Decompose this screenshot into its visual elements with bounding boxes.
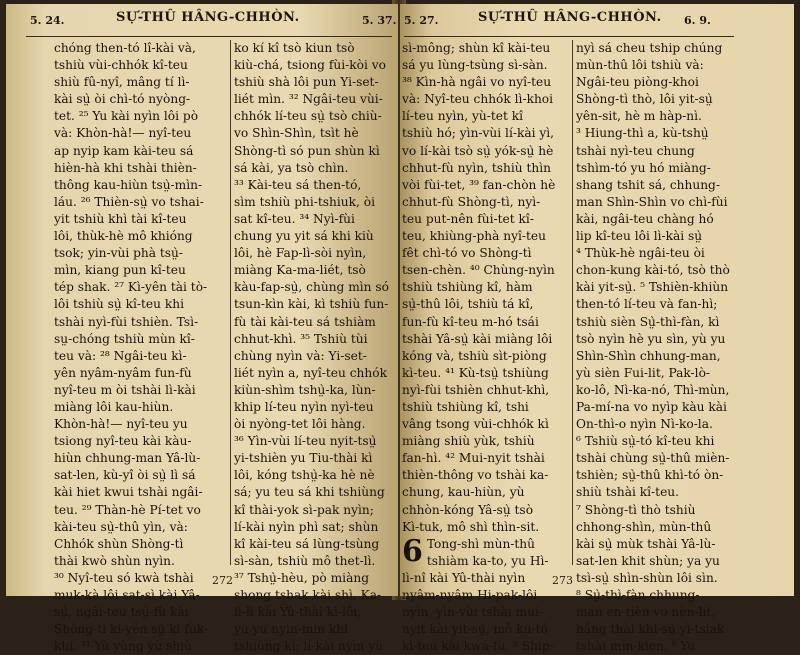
text-line: nyit kài yit-sṳ̀, mô kù-tó [402,622,548,637]
text-line: Shòng-tì só pun shùn kì [234,143,380,158]
text-line: Chhók shùn Shòng-tì [54,536,184,551]
text-line: tsò nyìn hè yu sìn, yù yu [576,331,726,346]
text-line: Pa-mí-na vo nyìp kàu kài [576,399,727,414]
text-line: chhut-khì. ³⁵ Tshiù tùi [234,331,368,346]
text-line: vo lí-kài tsò sṳ̀ yók-sṳ̀ hè [402,143,554,158]
text-line: ³⁷ Tshṳ̀-hèu, pò miàng [234,570,370,585]
text-line: man Shìn-Shìn vo chì-fùi [576,194,728,209]
text-line: ³⁰ Nyî-teu só kwà tshài [54,570,194,585]
text-line: tép shak. ²⁷ Kì-yên tài tò- [54,280,208,295]
text-line: ko-lô, Nì-ka-nó, Thì-mùn, [576,382,730,397]
text-line: miàng shiù yùk, tshiù [402,434,535,449]
text-line: vâng tsong vùi-chhók kì [402,417,549,432]
text-line: sat-len khit shùn; ya yu [576,553,720,568]
text-line: nyî-teu m òi tshài lì-kài [54,382,196,397]
text-line: kiù-chá, tsiong fùi-kòi vo [234,58,386,73]
text-line: shiù fû-nyî, mâng tí lì- [54,75,190,90]
text-line: khí. ³¹ Yù yùng yù shiù [54,639,192,654]
text-line: teu put-nên fùi-tet kî- [402,211,534,226]
text-line: tshiù hó; yìn-vùi lí-kài yì, [402,126,555,141]
text-line: sat-len, kù-yî òi sṳ̀ lì sá [54,468,196,483]
text-line: ³ Hiung-thì a, kù-tshṳ̀ [576,126,709,141]
text-line: kài sṳ̀ mùk tshài Yâ-lù- [576,536,716,551]
text-line: Shòng-tì thò, lôi yit-sṳ̀ [576,92,713,107]
text-line: tshiùng kî; lí-kài nyìn yù [234,639,383,654]
text-line: man en-tièn vo nèn-lit, [576,605,716,620]
left-chapter-ref-end: 5. 37. [362,14,397,27]
right-column-2 [576,40,738,655]
right-chapter-ref-end: 6. 9. [684,14,711,27]
text-line: ³⁶ Yìn-vùi lí-teu nyit-tsṳ̀ [234,434,377,449]
text-line: thài kwò shùn nyìn. [54,553,175,568]
text-line: chhók lí-teu sṳ̀ tsò chiù- [234,109,382,124]
text-line: thông kau-hiùn tsṳ̀-mìn- [54,177,203,192]
text-line: tshìm-tó yu hó miàng- [576,160,711,175]
text-line: chon-kung kài-tó, tsò thò [576,263,730,278]
right-chapter-ref-start: 5. 27. [404,14,439,27]
text-line: kàu-fap-sṳ̀, chùng mìn só [234,280,389,295]
text-line: tshièn; sṳ̀-thû khì-tó òn- [576,468,724,483]
text-line: fêt chì-tó vo Shòng-tì [402,246,532,261]
text-line: lip kî-teu lôi lì-kài sṳ̀ [576,229,703,244]
text-line: Ngâi-teu piòng-khoi [576,75,699,90]
text-line: lì-lì kài Yû-thài kì-lôi, [234,605,362,620]
text-line: Khòn-hà!— nyî-teu yu [54,417,188,432]
text-line: tshài nyì-teu chung [576,143,695,158]
left-chapter-ref-start: 5. 24. [30,14,65,27]
text-line: ap nyip kam kài-teu sá [54,143,194,158]
text-line: fù tài kài-teu sá tshiàm [234,314,376,329]
text-line: Kì-tuk, mô shì thìn-sit. [402,519,540,534]
text-line: chung, kau-hiùn, yù [402,485,525,500]
text-line: tshài mìn-kien. ⁹ Yu [576,639,696,654]
text-line: Shìn-Shìn chhung-man, [576,348,721,363]
text-line: thièn-thông vo tshài ka- [402,468,549,483]
left-page-header [6,10,398,32]
text-line: muk-kà lôi sat-sì kài Yâ- [54,588,200,602]
text-line: chùng nyìn và: Yi-set- [234,348,367,363]
text-line: mìn, kiang pun kî-teu [54,263,186,278]
text-line: tsok; yin-vùi phà tsṳ̀- [54,246,184,261]
text-line: vo Shìn-Shìn, tsìt hè [234,126,359,141]
text-line: yên nyâm-nyâm fun-fù [54,365,192,380]
left-running-title: SỰ-THÛ HÂNG-CHHÒN. [116,10,300,25]
text-line: sṳ̀, ngâi-teu tsṳ̀-fù kài [54,605,189,620]
text-line: tshài chùng sṳ̀-thû mièn- [576,451,730,466]
text-line: sṳ-chóng tshiù mùn kî- [54,331,195,346]
text-line: sṳ̀-thû lôi, tshiù tá kî, [402,297,534,312]
text-line: miàng Ka-ma-liét, tsò [234,263,366,278]
text-line: ko kí kî tsò kiun tsò [234,41,355,55]
text-line: hiùn chhung-man Yâ-lù- [54,451,201,466]
text-line: sì-mông; shùn kî kài-teu [402,41,551,55]
text-line: vòi fùi-tet, ³⁹ fan-chòn hè [402,177,556,192]
text-line: tet. ²⁵ Yu kài nyìn lôi pò [54,109,199,124]
left-page [6,4,398,654]
text-line: láu. ²⁶ Thièn-sṳ̀ vo tshai- [54,194,204,209]
text-line: hièn-hà khi tshài thièn- [54,160,197,175]
text-line: tshài nyì-fùi tshièn. Tsì- [54,314,199,329]
text-line: lí-teu nyìn, yù-tet kî [402,109,523,124]
text-line: chóng then-tó lî-kài và, [54,41,196,55]
text-line: tshiàm ka-to, yu Hì- [426,553,549,568]
text-line: tshiù sièn Sṳ̀-thì-fàn, kì [576,314,720,329]
left-page-number: 272 [212,574,233,587]
left-header-rule [26,36,392,37]
text-line: yù sièn Fui-lit, Pak-lò- [576,365,711,380]
text-line: Shòng-tì kì-yên sṳ̀ kí fùk- [54,622,208,637]
right-column-divider [572,40,573,565]
left-column-divider [230,40,231,565]
text-line: lì-nî kài Yû-thài nyìn [402,570,526,585]
text-line: kî thài-yok sì-pak nyìn; [234,502,374,517]
text-line: tshiù vùi-chhók kî-teu [54,58,188,73]
text-line: kài sṳ̀ òi chì-tó nyòng- [54,92,191,107]
text-line: mùn-thû lôi tshiù và: [576,58,704,73]
text-line: lôi tshiù sṳ̀ kî-teu khi [54,297,184,312]
text-line: òi nyòng-tet lôi hàng. [234,417,366,432]
left-column-2 [234,40,392,655]
text-line: ³³ Kài-teu sá then-tó, [234,177,362,192]
text-line: tshiù tshiùng kî, hàm [402,280,533,295]
right-page [400,4,794,654]
text-line: fun-fù kî-teu m-hó tsái [402,314,539,329]
left-column-1 [54,40,226,655]
text-line: tsen-chèn. ⁴⁰ Chùng-nyìn [402,263,555,278]
text-line: kî kài-teu sá lùng-tsùng [234,536,380,551]
chapter-6-opening [402,533,568,587]
text-line: shang tshit sá, chhung- [576,177,720,192]
chapter-dropcap: 6 [402,533,423,569]
right-page-number: 273 [552,574,573,587]
text-line: tshiù tshiùng kî, tshi [402,399,529,414]
text-line: then-tó lí-teu và fan-hì; [576,297,718,312]
text-line: tsiong nyî-teu kài kàu- [54,434,192,449]
text-line: nyì-fùi tshièn chhut-khì, [402,382,550,397]
text-line: sá kài, ya tsò chìn. [234,160,349,175]
text-line: sì-sàn, tshiù mô thet-lì. [234,553,376,568]
text-line: lí-kài nyìn phì sat; shùn [234,519,379,534]
text-line: Tong-shì mùn-thû [426,536,536,551]
text-line: chhong-shìn, mùn-thû [576,519,712,534]
text-line: kóng và, tshiù sìt-piòng [402,348,547,363]
text-line: tsun-kìn kài, kì tshiù fun- [234,297,389,312]
text-line: sat kî-teu. ³⁴ Nyì-fùi [234,211,355,226]
text-line: liét nyìn a, nyî-teu chhók [234,365,387,380]
text-line: kì-teu kài kwá-fù. ² Ship- [402,639,554,654]
text-line: kì-teu. ⁴¹ Kù-tsṳ̀ tshiùng [402,365,549,380]
text-line: liét mìn. ³² Ngâi-teu vùi- [234,92,383,107]
text-line: shiù tshài kî-teu. [576,485,679,500]
right-page-header [400,10,794,32]
text-line: hâng thài khi-sṳ̀ yì-tsiak [576,622,725,637]
text-line: và: Nyî-teu chhók lì-khoi [402,92,554,107]
text-line: và: Khòn-hà!— nyî-teu [54,126,192,141]
text-line: shong tshak kài shì, Ka- [234,588,382,602]
text-line: fan-hì. ⁴² Mui-nyit tshài [402,451,545,466]
text-line: yi-tshièn yu Tiu-thài kì [234,451,373,466]
text-line: ⁸ Sṳ̀-thì-fàn chhung- [576,588,700,602]
text-line: ⁷ Shòng-tì thò tshiù [576,502,696,517]
text-line: kài-teu sṳ̀-thû yìn, và: [54,519,188,534]
right-header-rule [404,36,734,37]
text-line: ⁶ Tshiù sṳ̀-tó kî-teu khi [576,434,715,449]
text-line: lôi, thùk-hè mô khióng [54,229,193,244]
text-line: yù yu nyìn-mìn khì [234,622,349,637]
text-line: sá yu lùng-tsùng sì-sàn. [402,58,548,73]
text-line: lôi, hè Fap-lì-sòi nyìn, [234,246,367,261]
text-line: yit tshiù khì tài kî-teu [54,211,187,226]
text-line: tshiù shà lôi pun Yi-set- [234,75,379,90]
text-line: kiùn-shìm tshṳ̀-ka, lùn- [234,382,376,397]
text-line: sá; yu teu sá khi tshiùng [234,485,385,500]
text-line: miàng lôi kau-hiùn. [54,399,174,414]
text-line: tsì-sṳ̀ shìn-shùn lôi sìn. [576,570,718,585]
text-line: khip lí-teu nyìn nyì-teu [234,399,374,414]
text-line: ³⁸ Kìn-hà ngâi vo nyî-teu [402,75,552,90]
text-line: tshài Yâ-sṳ̀ kài miàng lôi [402,331,553,346]
text-line: chhòn-kóng Yâ-sṳ̀ tsò [402,502,534,517]
text-line: yên-sit, hè m hàp-nì. [576,109,702,124]
text-line: kài hiet kwui tshài ngâi- [54,485,203,500]
text-line: lôi, kóng tshṳ̀-ka hè nè [234,468,375,483]
text-line: chung yu yit sá khi kiù [234,229,374,244]
text-line: teu, khiùng-phà nyî-teu [402,229,546,244]
text-line: On-thì-o nyìn Nì-ko-la. [576,417,713,432]
right-running-title: SỰ-THÛ HÂNG-CHHÒN. [478,10,662,25]
text-line: teu và: ²⁸ Ngâi-teu kì- [54,348,187,363]
text-line: sìm tshiù phi-tshiuk, òi [234,194,375,209]
text-line: chhut-fù Shòng-tì, nyì- [402,194,541,209]
text-line: ⁴ Thùk-hè ngâi-teu òi [576,246,705,261]
text-line: chhut-fù nyìn, tshiù thìn [402,160,551,175]
text-line: nyâm-nyâm Hi-pak-lôi [402,588,538,602]
text-line: nyìn, yìn-vùi tshài mui- [402,605,543,620]
text-line: nyì sá cheu tship chúng [576,41,723,55]
text-line: teu. ²⁹ Thàn-hè Pí-tet vo [54,502,201,517]
text-line: kài, ngâi-teu chàng hó [576,211,714,226]
right-column-1 [402,40,568,655]
text-line: kài yit-sṳ̀. ⁵ Tshièn-khiùn [576,280,729,295]
